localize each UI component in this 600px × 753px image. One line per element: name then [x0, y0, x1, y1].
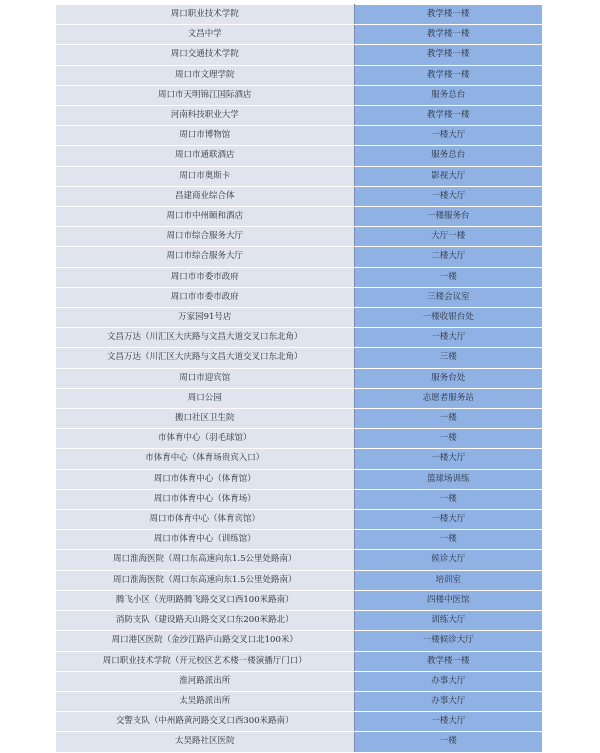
- place-name-cell: 太昊路社区医院: [56, 732, 354, 752]
- table-row: [56, 207, 542, 227]
- location-cell: 服务总台: [354, 85, 542, 105]
- table-row: [56, 85, 542, 105]
- table-row: [56, 126, 542, 146]
- table-row: [56, 166, 542, 186]
- place-name-cell: 周口市体育中心（体育场）: [56, 489, 354, 509]
- table-row: [56, 691, 542, 711]
- location-cell: 一楼收银台处: [354, 308, 542, 328]
- table-row: [56, 267, 542, 287]
- place-name-cell: 周口职业技术学院（开元校区艺术楼一楼演播厅门口）: [56, 651, 354, 671]
- location-cell: 一楼: [354, 429, 542, 449]
- location-cell: 三楼: [354, 348, 542, 368]
- location-cell: 办事大厅: [354, 691, 542, 711]
- place-name-cell: 文昌中学: [56, 25, 354, 45]
- location-cell: 志愿者服务站: [354, 388, 542, 408]
- location-cell: 一楼大厅: [354, 126, 542, 146]
- place-name-cell: 淮河路派出所: [56, 671, 354, 691]
- table-row: [56, 409, 542, 429]
- place-name-cell: 腾飞小区（光明路腾飞路交叉口西100米路南）: [56, 590, 354, 610]
- place-name-cell: 周口市天明锦江国际酒店: [56, 85, 354, 105]
- place-name-cell: 太昊路派出所: [56, 691, 354, 711]
- place-name-cell: 交警支队（中州路黄河路交叉口西300米路南）: [56, 712, 354, 732]
- place-name-cell: 周口市文理学院: [56, 65, 354, 85]
- place-name-cell: 周口市市委市政府: [56, 267, 354, 287]
- place-name-cell: 周口市市委市政府: [56, 287, 354, 307]
- location-cell: 一楼: [354, 530, 542, 550]
- table-row: [56, 631, 542, 651]
- table-row: [56, 5, 542, 25]
- place-name-cell: 河南科技职业大学: [56, 106, 354, 126]
- location-cell: 四楼中医馆: [354, 590, 542, 610]
- location-cell: 候诊大厅: [354, 550, 542, 570]
- table-row: [56, 570, 542, 590]
- place-name-cell: 文昌万达（川汇区大庆路与文昌大道交叉口东北角）: [56, 328, 354, 348]
- place-name-cell: 周口市奥斯卡: [56, 166, 354, 186]
- location-cell: 一楼: [354, 732, 542, 752]
- place-name-cell: 周口交通技术学院: [56, 45, 354, 65]
- table-row: [56, 25, 542, 45]
- place-name-cell: 周口市通联酒店: [56, 146, 354, 166]
- place-name-cell: 周口市中州颐和酒店: [56, 207, 354, 227]
- location-cell: 二楼大厅: [354, 247, 542, 267]
- location-cell: 一楼: [354, 409, 542, 429]
- place-name-cell: 周口市体育中心（训练馆）: [56, 530, 354, 550]
- table-row: [56, 388, 542, 408]
- vaccination-sites-table-wrap: [56, 4, 542, 753]
- table-row: [56, 530, 542, 550]
- table-row: [56, 429, 542, 449]
- table-row: [56, 106, 542, 126]
- table-row: [56, 287, 542, 307]
- location-cell: 教学楼一楼: [354, 106, 542, 126]
- vaccination-sites-table: [56, 4, 542, 753]
- table-row: [56, 510, 542, 530]
- table-row: [56, 186, 542, 206]
- place-name-cell: 文昌万达（川汇区大庆路与文昌大道交叉口东北角）: [56, 348, 354, 368]
- location-cell: 篮球场训练: [354, 469, 542, 489]
- table-row: [56, 308, 542, 328]
- table-row: [56, 651, 542, 671]
- location-cell: 训练大厅: [354, 611, 542, 631]
- place-name-cell: 市体育中心（体育场贵宾入口）: [56, 449, 354, 469]
- location-cell: 教学楼一楼: [354, 5, 542, 25]
- place-name-cell: 周口市博物馆: [56, 126, 354, 146]
- table-row: [56, 712, 542, 732]
- table-row: [56, 550, 542, 570]
- table-row: [56, 247, 542, 267]
- table-row: [56, 590, 542, 610]
- table-body: [56, 5, 542, 753]
- place-name-cell: 周口市综合服务大厅: [56, 227, 354, 247]
- location-cell: 服务台处: [354, 368, 542, 388]
- place-name-cell: 周口公园: [56, 388, 354, 408]
- place-name-cell: 昌建商业综合体: [56, 186, 354, 206]
- location-cell: 教学楼一楼: [354, 65, 542, 85]
- place-name-cell: 周口淮海医院（周口东高速向东1.5公里处路南）: [56, 570, 354, 590]
- location-cell: 一楼候诊大厅: [354, 631, 542, 651]
- place-name-cell: 市体育中心（羽毛球馆）: [56, 429, 354, 449]
- table-row: [56, 348, 542, 368]
- location-cell: 一楼服务台: [354, 207, 542, 227]
- location-cell: 一楼: [354, 267, 542, 287]
- table-row: [56, 732, 542, 752]
- place-name-cell: 周口市迎宾馆: [56, 368, 354, 388]
- location-cell: 一楼: [354, 489, 542, 509]
- table-row: [56, 368, 542, 388]
- table-row: [56, 45, 542, 65]
- location-cell: 大厅一楼: [354, 227, 542, 247]
- location-cell: 服务总台: [354, 146, 542, 166]
- table-row: [56, 489, 542, 509]
- place-name-cell: 周口市体育中心（体育宾馆）: [56, 510, 354, 530]
- table-row: [56, 227, 542, 247]
- location-cell: 影视大厅: [354, 166, 542, 186]
- table-row: [56, 671, 542, 691]
- table-row: [56, 469, 542, 489]
- location-cell: 教学楼一楼: [354, 651, 542, 671]
- location-cell: 培训室: [354, 570, 542, 590]
- table-row: [56, 449, 542, 469]
- place-name-cell: 消防支队（建设路天山路交叉口东200米路北）: [56, 611, 354, 631]
- location-cell: 教学楼一楼: [354, 45, 542, 65]
- location-cell: 一楼大厅: [354, 186, 542, 206]
- location-cell: 一楼大厅: [354, 712, 542, 732]
- place-name-cell: 周口职业技术学院: [56, 5, 354, 25]
- location-cell: 一楼大厅: [354, 510, 542, 530]
- location-cell: 一楼大厅: [354, 449, 542, 469]
- place-name-cell: 搬口社区卫生院: [56, 409, 354, 429]
- place-name-cell: 周口市体育中心（体育馆）: [56, 469, 354, 489]
- table-row: [56, 611, 542, 631]
- table-row: [56, 328, 542, 348]
- table-row: [56, 65, 542, 85]
- place-name-cell: 周口市综合服务大厅: [56, 247, 354, 267]
- place-name-cell: 万家园91号店: [56, 308, 354, 328]
- location-cell: 办事大厅: [354, 671, 542, 691]
- location-cell: 三楼会议室: [354, 287, 542, 307]
- location-cell: 一楼大厅: [354, 328, 542, 348]
- location-cell: 教学楼一楼: [354, 25, 542, 45]
- table-row: [56, 146, 542, 166]
- place-name-cell: 周口港区医院（金沙江路庐山路交叉口北100米）: [56, 631, 354, 651]
- place-name-cell: 周口淮海医院（周口东高速向东1.5公里处路南）: [56, 550, 354, 570]
